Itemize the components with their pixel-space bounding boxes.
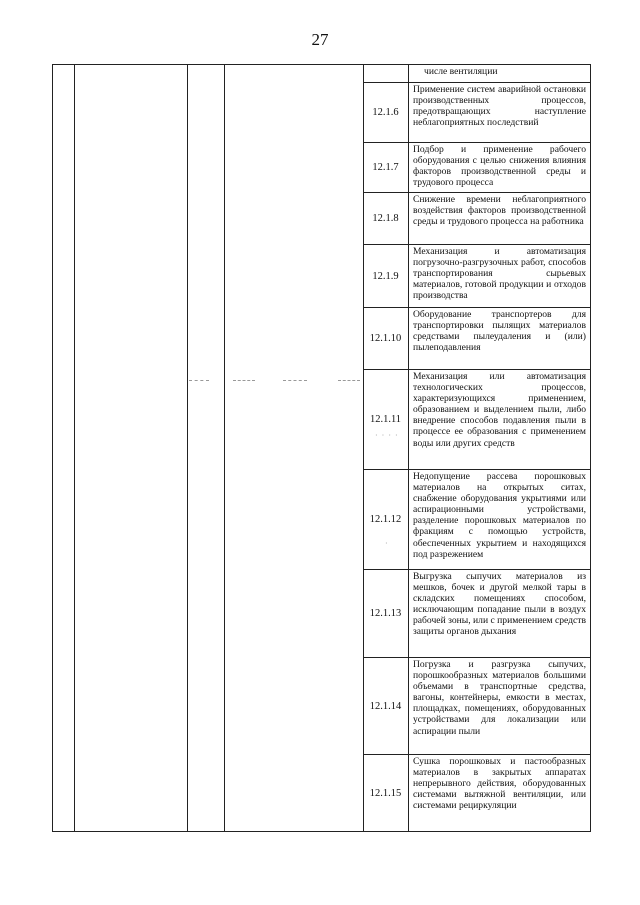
table-row (363, 755, 590, 831)
scan-mark: · (385, 539, 389, 548)
table-row (363, 658, 590, 755)
row-number: 12.1.12 (369, 514, 402, 525)
row-number (363, 65, 408, 82)
column-divider (224, 65, 225, 831)
row-number: 12.1.14 (369, 700, 402, 712)
scan-mark (189, 380, 209, 381)
page-number: 27 (311, 30, 329, 49)
row-text: Подбор и применение рабочего оборудования с целью снижения влияния факторов производственной среды и трудового процесса (413, 144, 586, 189)
row-number: 12.1.9 (372, 270, 399, 282)
measures-table (52, 64, 591, 832)
row-number: 12.1.6 (372, 107, 399, 118)
row-number: 12.1.15 (369, 787, 402, 799)
row-number: 12.1.10 (369, 333, 402, 344)
table-row (363, 370, 590, 470)
scan-mark: · · · · (375, 431, 399, 440)
row-text: Сушка порошковых и пастообразных материалов в закрытых аппаратах непрерывного действия, оборудованных системами вытяжной вентиляции, или системами рециркуляции (413, 756, 586, 812)
row-number: 12.1.8 (372, 213, 399, 224)
table-row (363, 143, 590, 193)
column-divider (187, 65, 188, 831)
row-text: Механизация и автоматизация погрузочно-разгрузочных работ, способов транспортирования сырьевых материалов, готовой продукции и отходов производства (413, 246, 586, 302)
scan-mark (233, 380, 255, 381)
column-divider (74, 65, 75, 831)
row-text: Оборудование транспортеров для транспортировки пылящих материалов средствами пылеудаления и (или) пылеподавления (413, 309, 586, 354)
table-row (363, 470, 590, 570)
table-row (363, 65, 590, 83)
row-number: 12.1.11 (369, 414, 402, 425)
table-row (363, 193, 590, 245)
row-text: Применение систем аварийной остановки производственных процессов, предотвращающих наступление неблагоприятных последствий (413, 84, 586, 129)
row-text: Механизация или автоматизация технологических процессов, характеризующихся применением, образованием и выделением пыли, либо внедрение способов подавления пыли в процессе ее образования с применением воды или других средств (413, 371, 586, 449)
table-row (363, 570, 590, 658)
row-number: 12.1.13 (369, 608, 402, 619)
row-text: Недопущение рассева порошковых материалов на открытых ситах, снабжение оборудования укрытиями или аспирационными устройствами, разделение порошковых материалов по фракциям с помощью устройств, обеспеченных укрытием и находящихся под разрежением (413, 471, 586, 560)
scan-mark (338, 380, 360, 381)
row-text: числе вентиляции (424, 66, 498, 77)
row-text: Погрузка и разгрузка сыпучих, порошкообразных материалов большими объемами в транспортные средства, вагоны, контейнеры, емкости в местах, площадках, помещениях, оборудованных устройствами для локализации или аспирации пыли (413, 659, 586, 737)
table-row (363, 308, 590, 370)
table-row (363, 83, 590, 143)
table-row (363, 245, 590, 308)
row-text: Выгрузка сыпучих материалов из мешков, бочек и другой мелкой тары в складских помещениях способом, исключающим попадание пыли в воздух рабочей зоны, или с применением средств защиты органов дыхания (413, 571, 586, 638)
row-text: Снижение времени неблагоприятного воздействия факторов производственной среды и трудового процесса на работника (413, 194, 586, 228)
row-number: 12.1.7 (372, 162, 399, 173)
scan-mark (283, 380, 307, 381)
